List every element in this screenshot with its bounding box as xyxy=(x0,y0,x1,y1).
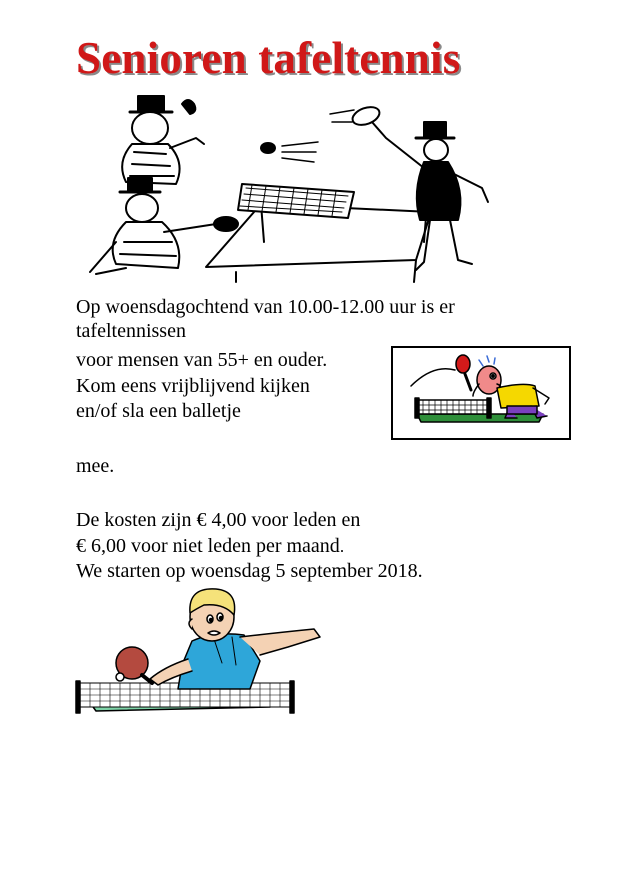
start-date-line: We starten op woensdag 5 september 2018. xyxy=(76,560,423,582)
boy-playing-table-tennis-icon xyxy=(74,585,326,715)
intro-line-2: tafeltennissen xyxy=(76,320,186,342)
cost-line-1: De kosten zijn € 4,00 voor leden en xyxy=(76,509,361,531)
intro-line-4: Kom eens vrijblijvend kijken xyxy=(76,375,310,397)
cost-line-2 xyxy=(76,534,344,559)
intro-line-3: voor mensen van 55+ en ouder. xyxy=(76,349,328,371)
intro-line-5: en/of sla een balletje xyxy=(76,400,241,422)
cartoon-ping-pong-player-icon xyxy=(391,346,571,440)
cost-line-2-text: € 6,00 voor niet leden per maand xyxy=(76,535,340,557)
intro-line-6: mee. xyxy=(76,455,115,477)
vintage-table-tennis-players-icon xyxy=(86,92,526,284)
intro-line-1: Op woensdagochtend van 10.00-12.00 uur is er xyxy=(76,296,455,318)
page-title: Senioren tafeltennis xyxy=(76,33,461,83)
cost-line-2-period: . xyxy=(339,537,345,556)
